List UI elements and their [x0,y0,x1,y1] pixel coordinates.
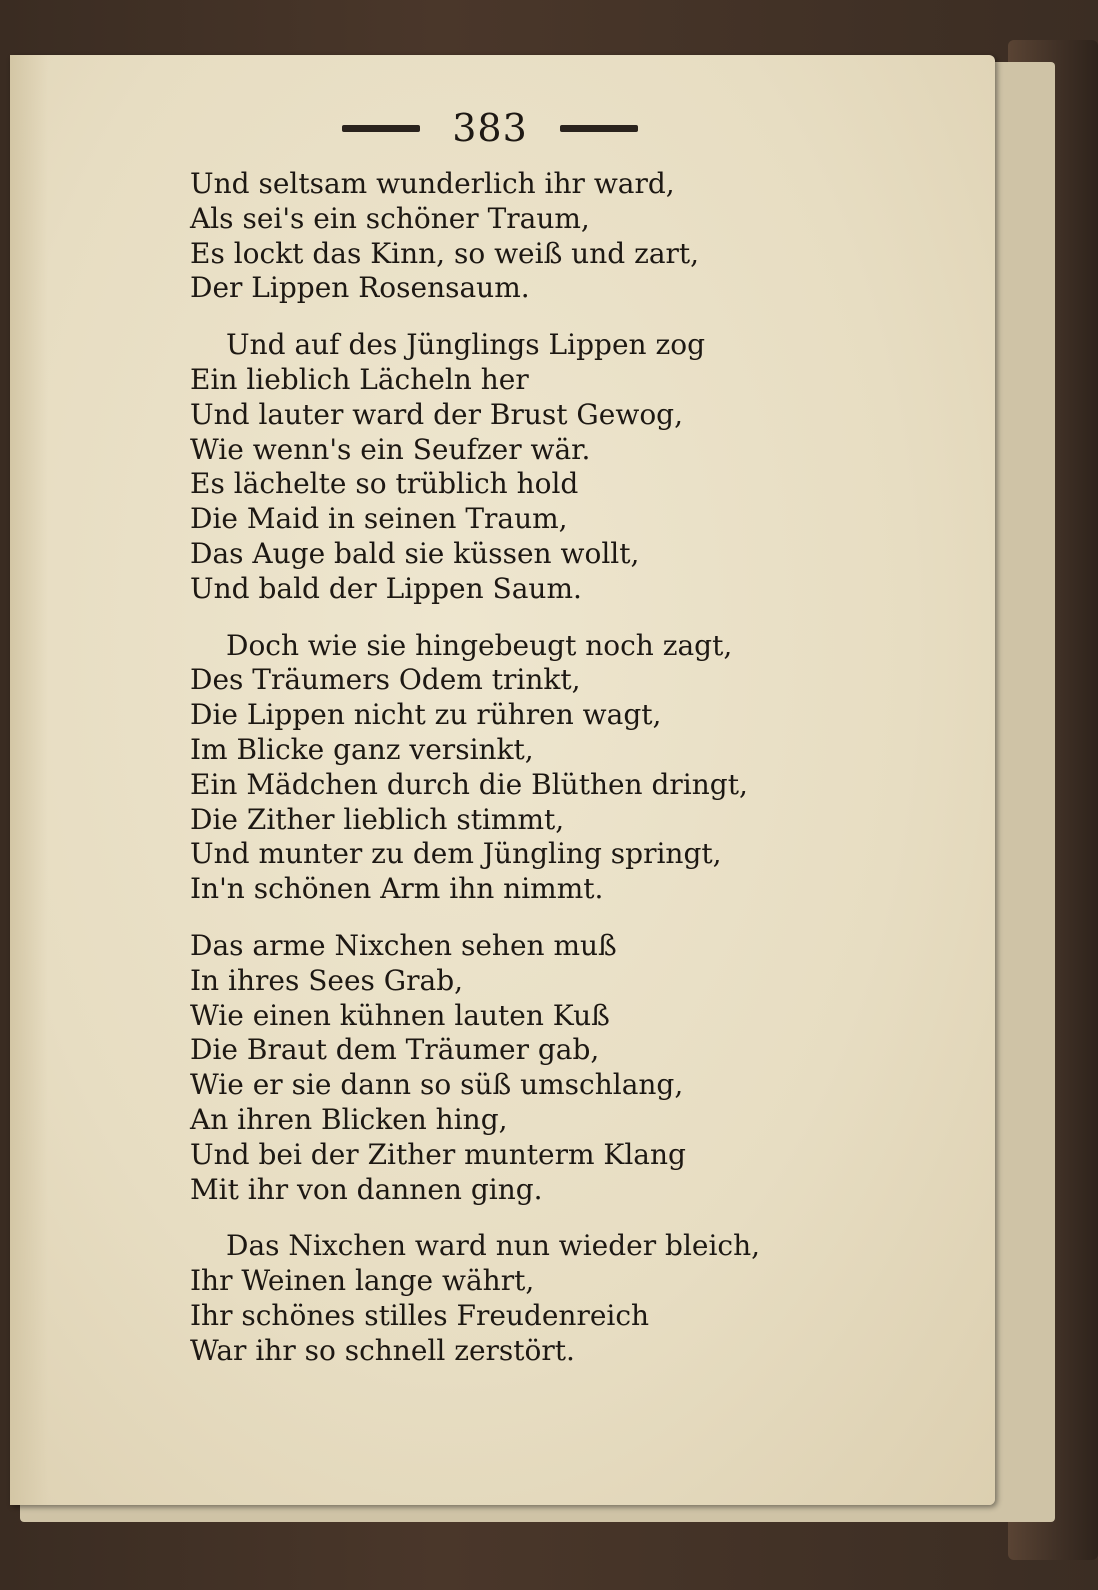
stanza [190,167,830,306]
page-header [310,103,670,153]
poem-line: Das Nixchen ward nun wieder bleich, [226,1229,761,1263]
poem-line: Und lauter ward der Brust Gewog, [190,397,683,431]
poem-text [190,167,830,1391]
poem-line: Die Braut dem Träumer gab, [190,1033,600,1067]
header-rule-left [342,125,420,132]
page-number: 383 [452,106,528,150]
poem-line: Wie wenn's ein Seufzer wär. [190,432,591,466]
poem-line: Die Lippen nicht zu rühren wagt, [190,698,662,732]
poem-line: Des Träumers Odem trinkt, [190,663,581,697]
poem-line: Das Auge bald sie küssen wollt, [190,536,640,570]
poem-line: An ihren Blicken hing, [190,1102,508,1136]
poem-line: In ihres Sees Grab, [190,963,464,997]
poem-line: War ihr so schnell zerstört. [190,1333,575,1367]
stanza [190,929,830,1207]
stanza [190,1229,830,1368]
poem-line: Und bei der Zither munterm Klang [190,1137,686,1171]
poem-line: Es lockt das Kinn, so weiß und zart, [190,236,700,270]
poem-line: Und bald der Lippen Saum. [190,571,582,605]
poem-line: Ihr schönes stilles Freudenreich [190,1298,650,1332]
poem-line: Ein lieblich Lächeln her [190,362,529,396]
poem-line: Der Lippen Rosensaum. [190,271,530,305]
stanza [190,328,830,606]
poem-line: Die Zither lieblich stimmt, [190,802,565,836]
poem-line: Das arme Nixchen sehen muß [190,928,617,962]
book-page [10,55,995,1505]
poem-line: Wie einen kühnen lauten Kuß [190,998,610,1032]
stanza [190,629,830,907]
poem-line: Und seltsam wunderlich ihr ward, [190,167,675,200]
header-rule-right [560,125,638,132]
poem-line: Es lächelte so trüblich hold [190,467,579,501]
page-gutter-shadow [10,55,48,1505]
poem-line: Und munter zu dem Jüngling springt, [190,837,722,871]
poem-line: In'n schönen Arm ihn nimmt. [190,872,604,906]
poem-line: Mit ihr von dannen ging. [190,1172,543,1206]
poem-line: Und auf des Jünglings Lippen zog [226,328,705,362]
poem-line: Ihr Weinen lange währt, [190,1264,535,1298]
poem-line: Die Maid in seinen Traum, [190,502,568,536]
poem-line: Doch wie sie hingebeugt noch zagt, [226,628,733,662]
poem-line: Im Blicke ganz versinkt, [190,732,534,766]
poem-line: Als sei's ein schöner Traum, [190,201,590,235]
poem-line: Wie er sie dann so süß umschlang, [190,1068,684,1102]
poem-line: Ein Mädchen durch die Blüthen dringt, [190,767,748,801]
